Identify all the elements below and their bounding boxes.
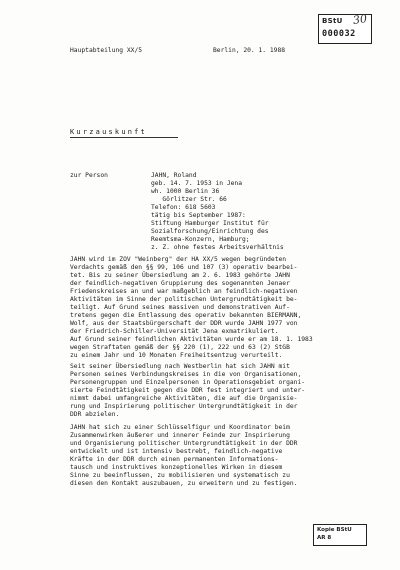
body-line: Kräfte in der DDR durch einen permanenten Informations- [70,456,279,463]
body-line: zu einem Jahr und 10 Monaten Freiheitsentzug verurteilt. [70,352,283,359]
person-line: Stiftung Hamburger Institut für [151,220,269,227]
body-line: der Friedrich-Schiller-Universität Jena exmatrikuliert. [70,328,279,335]
stamp-handwritten-number: 30 [352,12,368,27]
person-line: JAHN, Roland [151,172,197,179]
body-line: tretens gegen die Entlassung des operativ bekannten BIERMANN, [70,312,302,319]
body-line: DDR abzielen. [70,411,120,418]
body-line: Friedenskreises an und war maßgeblich an feindlich-negativen [70,288,298,295]
body-line: Personengruppen und Einzelpersonen in Operationsgebiet organi- [70,379,306,386]
title-underline [70,137,178,138]
document-title: Kurzauskunft [70,128,147,136]
paragraph-3 [70,424,297,488]
person-line: wh. 1000 Berlin 36 [151,188,220,195]
body-line: Aktivitäten im Sinne der politischen Untergrundtätigkeit be- [70,296,298,303]
body-line: Auf Grund seiner feindlichen Aktivitäten wurde er am 18. 1. 1983 [70,336,313,343]
person-line: Görlitzer Str. 66 [151,196,227,203]
person-line: z. Z. ohne festes Arbeitsverhältnis [151,244,284,251]
body-line: JAHN wird im ZOV "Weinberg" der HA XX/5 wegen begründeten [70,256,287,263]
archive-stamp [318,14,372,44]
person-line: geb. 14. 7. 1953 in Jena [151,180,242,187]
stamp-label: BStU [322,17,343,25]
copy-stamp-line1: Kopie BStU [317,527,352,533]
body-line: der feindlich-negativen Gruppierung des sogenannten Jenaer [70,280,290,287]
body-line: entwickelt und ist intensiv bestrebt, feindlich-negative [70,448,283,455]
body-line: tet. Bis zu seiner Übersiedlung am 2. 6. 1983 gehörte JAHN [70,272,290,279]
paragraph-2 [70,363,305,419]
body-line: rung und Inspirierung politischer Untergrundtätigkeit in der [70,403,298,410]
copy-stamp [313,524,367,546]
copy-stamp-line2: AR 8 [317,535,332,541]
body-line: Personen seines Verbindungskreises in die von Organisationen, [70,371,302,378]
body-line: teiligt. Auf Grund seines massiven und demonstrativen Auf- [70,304,290,311]
person-label: zur Person [70,172,108,179]
body-line: nimmt dabei umfangreiche Aktivitäten, die auf die Organisie- [70,395,298,402]
stamp-number: 000032 [322,29,356,39]
body-line: Sinne zu beeinflussen, zu mobilisieren und systematisch zu [70,472,290,479]
person-line: Sozialforschung/Einrichtung des [151,228,269,235]
body-line: wegen Straftaten gemäß der §§ 220 (1), 222 und 63 (2) StGB [70,344,290,351]
body-line: diesen den Kontakt auszubauen, zu erweitern und zu festigen. [70,480,298,487]
person-line: Telefon: 618 5603 [151,204,216,211]
body-line: Wolf, aus der Staatsbürgerschaft der DDR wurde JAHN 1977 von [70,320,298,327]
body-line: Zusammenwirken äußerer und innerer Feinde zur Inspirierung [70,432,290,439]
body-line: sierte Feindtätigkeit gegen die DDR fest integriert und unter- [70,387,306,394]
person-line: tätig bis September 1987: [151,212,246,219]
body-line: Seit seiner Übersiedlung nach Westberlin hat sich JAHN mit [70,363,290,370]
body-line: Verdachts gemäß den §§ 99, 106 und 107 (3) operativ bearbei- [70,264,298,271]
paragraph-1 [70,256,313,360]
body-line: und Organisierung politischer Untergrundtätigkeit in der DDR [70,440,298,447]
place-date: Berlin, 20. 1. 1988 [213,47,286,54]
person-line: Reemtsma-Konzern, Hamburg; [151,236,250,243]
body-line: JAHN hat sich zu einer Schlüsselfigur und Koordinator beim [70,424,290,431]
department: Hauptabteilung XX/5 [70,47,143,54]
person-details [151,172,284,252]
body-line: tausch und instruktives konzeptionelles Wirken in diesem [70,464,283,471]
